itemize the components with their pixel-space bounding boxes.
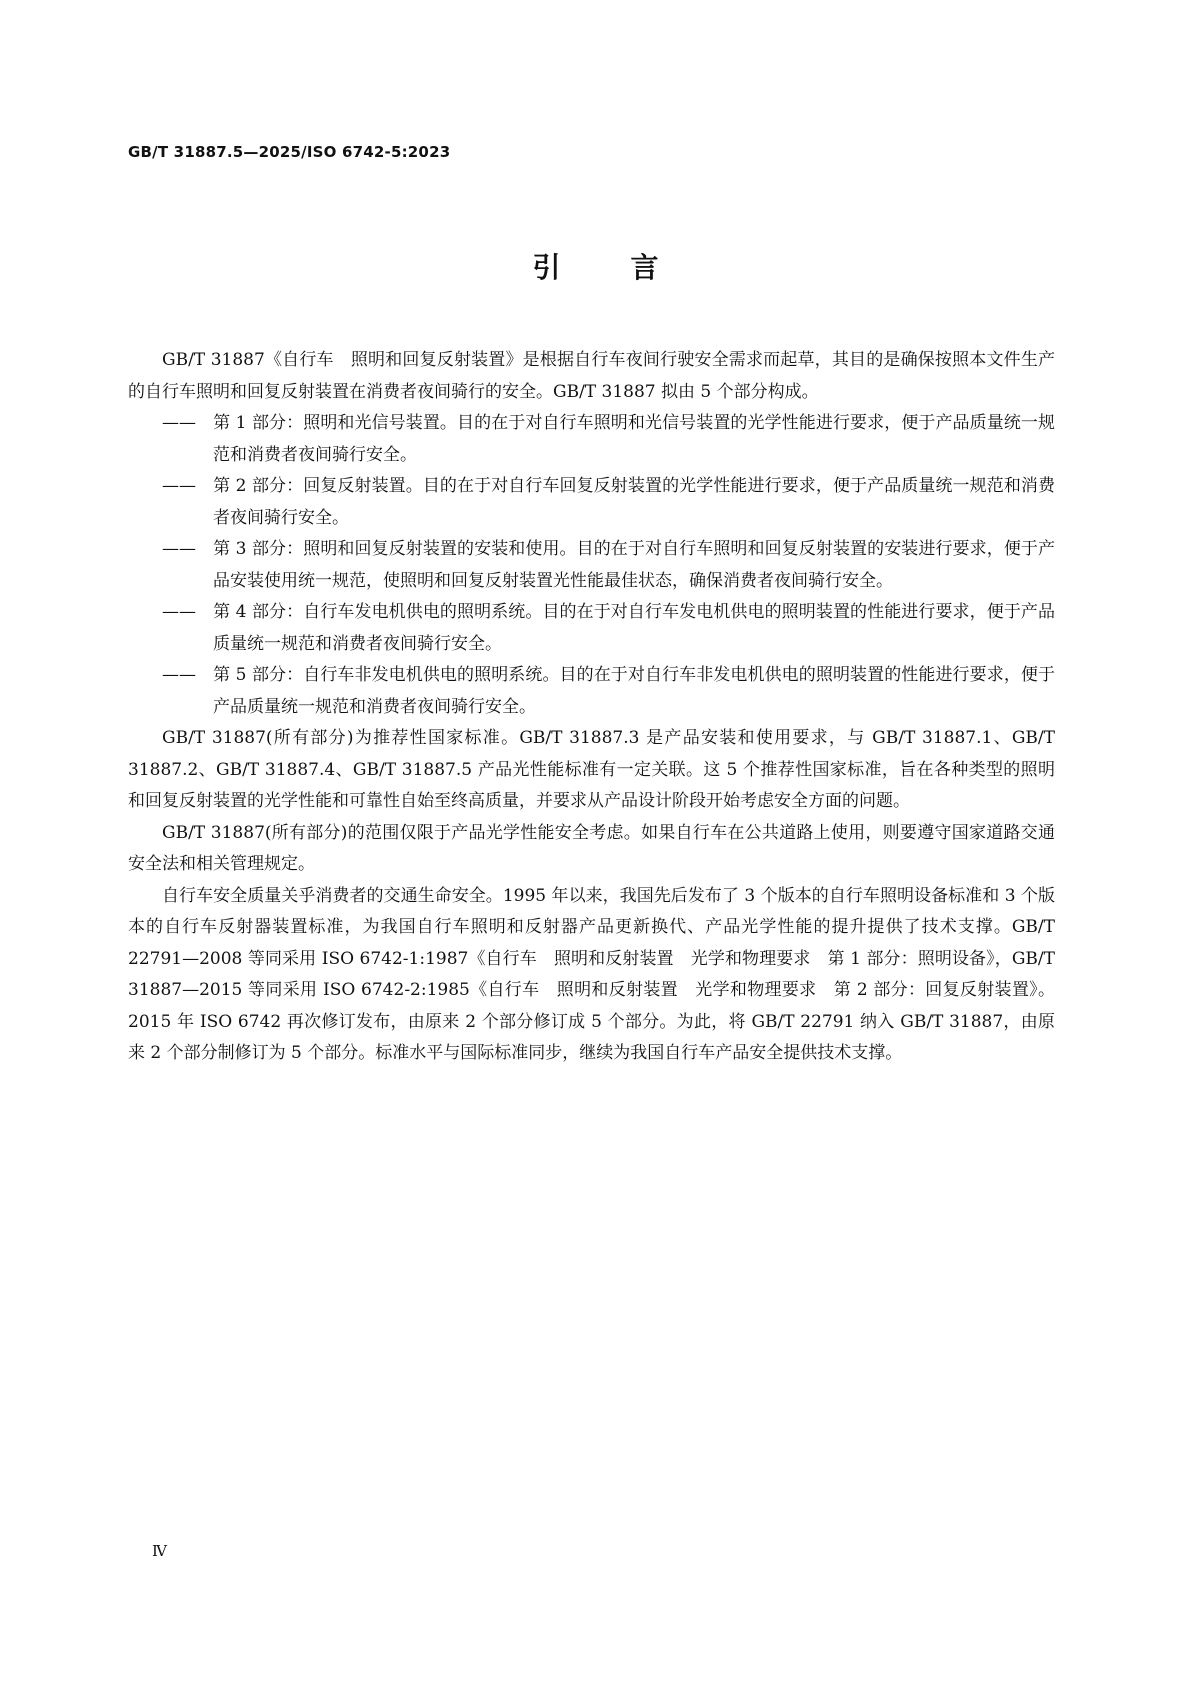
intro-paragraph: GB/T 31887《自行车 照明和回复反射装置》是根据自行车夜间行驶安全需求而起草，其目的是确保按照本文件生产的自行车照明和回复反射装置在消费者夜间骑行的安全。GB/T 31887 拟由 5 个部分构成。 (128, 350, 1055, 402)
title-char-1: 引 (532, 251, 561, 284)
body-paragraph: GB/T 31887(所有部分)为推荐性国家标准。GB/T 31887.3 是产品安装和使用要求，与 GB/T 31887.1、GB/T 31887.2、GB/T 31887.4、GB/T 31887.5 产品光性能标准有一定关联。这 5 个推荐性国家标准，旨在各种类型的照明和回复反射装置的光学性能和可靠性自始至终高质量，并要求从产品设计阶段开始考虑安全方面的问题。 (128, 728, 1055, 811)
list-dash: —— (162, 539, 196, 559)
list-item (128, 660, 1055, 723)
list-dash: —— (162, 476, 196, 496)
list-item (128, 471, 1055, 534)
list-item-text: 第 1 部分：照明和光信号装置。目的在于对自行车照明和光信号装置的光学性能进行要求，便于产品质量统一规范和消费者夜间骑行安全。 (213, 413, 1055, 465)
body-paragraph: 自行车安全质量关乎消费者的交通生命安全。1995 年以来，我国先后发布了 3 个版本的自行车照明设备标准和 3 个版本的自行车反射器装置标准，为我国自行车照明和反射器产品更新换代、产品光学性能的提升提供了技术支撑。GB/T 22791—2008 等同采用 ISO 6742-1:1987《自行车 照明和反射装置 光学和物理要求 第 1 部分：照明设备》，GB/T 31887—2015 等同采用 ISO 6742-2:1985《自行车 照明和反射装置 光学和物理要求 第 2 部分：回复反射装置》。2015 年 ISO 6742 再次修订发布，由原来 2 个部分修订成 5 个部分。为此，将 GB/T 22791 纳入 GB/T 31887，由原来 2 个部分制修订为 5 个部分。标准水平与国际标准同步，继续为我国自行车产品安全提供技术支撑。 (128, 885, 1055, 1063)
body-paragraph: GB/T 31887(所有部分)的范围仅限于产品光学性能安全考虑。如果自行车在公共道路上使用，则要遵守国家道路交通安全法和相关管理规定。 (128, 822, 1055, 874)
list-item-text: 第 3 部分：照明和回复反射装置的安装和使用。目的在于对自行车照明和回复反射装置的安装进行要求，便于产品安装使用统一规范，使照明和回复反射装置光性能最佳状态，确保消费者夜间骑行安全。 (213, 539, 1055, 591)
list-dash: —— (162, 602, 196, 622)
page-number: Ⅳ (152, 1542, 167, 1560)
list-dash: —— (162, 665, 196, 685)
list-item (128, 408, 1055, 471)
standard-code-header: GB/T 31887.5—2025/ISO 6742-5:2023 (128, 143, 451, 161)
page-title (0, 246, 1191, 286)
list-item-text: 第 2 部分：回复反射装置。目的在于对自行车回复反射装置的光学性能进行要求，便于产品质量统一规范和消费者夜间骑行安全。 (213, 476, 1055, 528)
list-dash: —— (162, 413, 196, 433)
list-item (128, 534, 1055, 597)
list-item (128, 597, 1055, 660)
document-body (128, 345, 1055, 1070)
title-char-2: 言 (630, 251, 659, 284)
list-item-text: 第 5 部分：自行车非发电机供电的照明系统。目的在于对自行车非发电机供电的照明装置的性能进行要求，便于产品质量统一规范和消费者夜间骑行安全。 (213, 665, 1055, 717)
list-item-text: 第 4 部分：自行车发电机供电的照明系统。目的在于对自行车发电机供电的照明装置的性能进行要求，便于产品质量统一规范和消费者夜间骑行安全。 (213, 602, 1055, 654)
